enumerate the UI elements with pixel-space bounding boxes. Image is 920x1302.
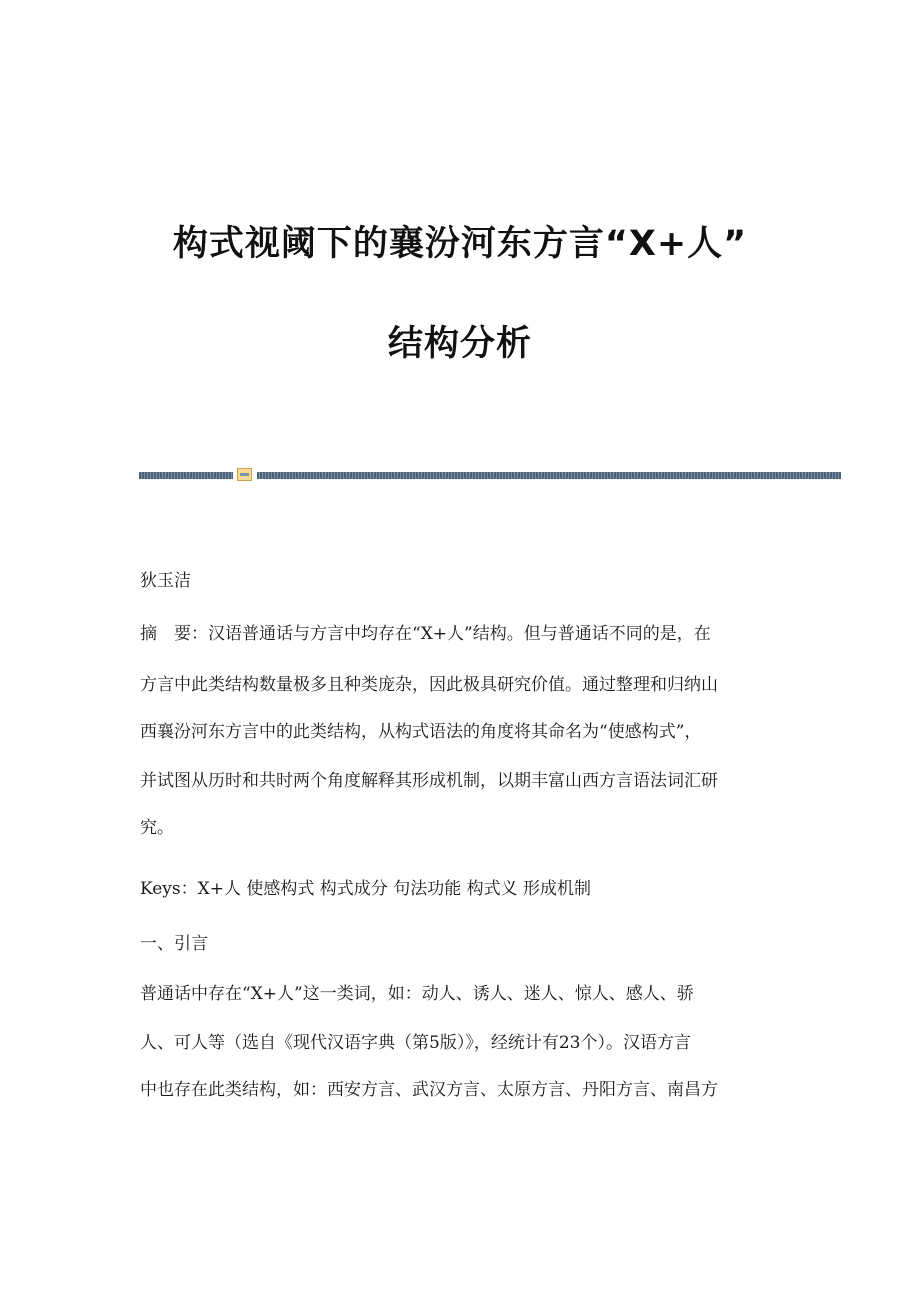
abstract-line: 西襄汾河东方言中的此类结构，从构式语法的角度将其命名为“使感构式”， <box>140 722 702 742</box>
abstract-line: 并试图从历时和共时两个角度解释其形成机制，以期丰富山西方言语法词汇研 <box>140 771 718 791</box>
body-line: 中也存在此类结构，如：西安方言、武汉方言、太原方言、丹阳方言、南昌方 <box>140 1080 718 1100</box>
keywords: Keys：X+人 使感构式 构式成分 句法功能 构式义 形成机制 <box>140 879 591 899</box>
body-line: 人、可人等（选自《现代汉语字典（第5版）》，经统计有23个）。汉语方言 <box>140 1033 691 1053</box>
section-heading: 一、引言 <box>140 934 208 954</box>
divider-bar-right <box>257 472 841 479</box>
document-title-line-2: 结构分析 <box>387 324 532 364</box>
author-name: 狄玉洁 <box>140 571 191 591</box>
divider-bar-left <box>139 472 233 479</box>
document-title-line-1: 构式视阈下的襄汾河东方言“X+人” <box>172 224 748 264</box>
decorative-divider <box>139 468 841 482</box>
abstract-line: 究。 <box>140 818 174 838</box>
abstract-line: 摘 要：汉语普通话与方言中均存在“X+人”结构。但与普通话不同的是，在 <box>140 624 711 644</box>
body-line: 普通话中存在“X+人”这一类词，如：动人、诱人、迷人、惊人、感人、骄 <box>140 984 694 1004</box>
abstract-line: 方言中此类结构数量极多且种类庞杂，因此极具研究价值。通过整理和归纳山 <box>140 675 718 695</box>
divider-ornament-icon <box>237 468 252 481</box>
